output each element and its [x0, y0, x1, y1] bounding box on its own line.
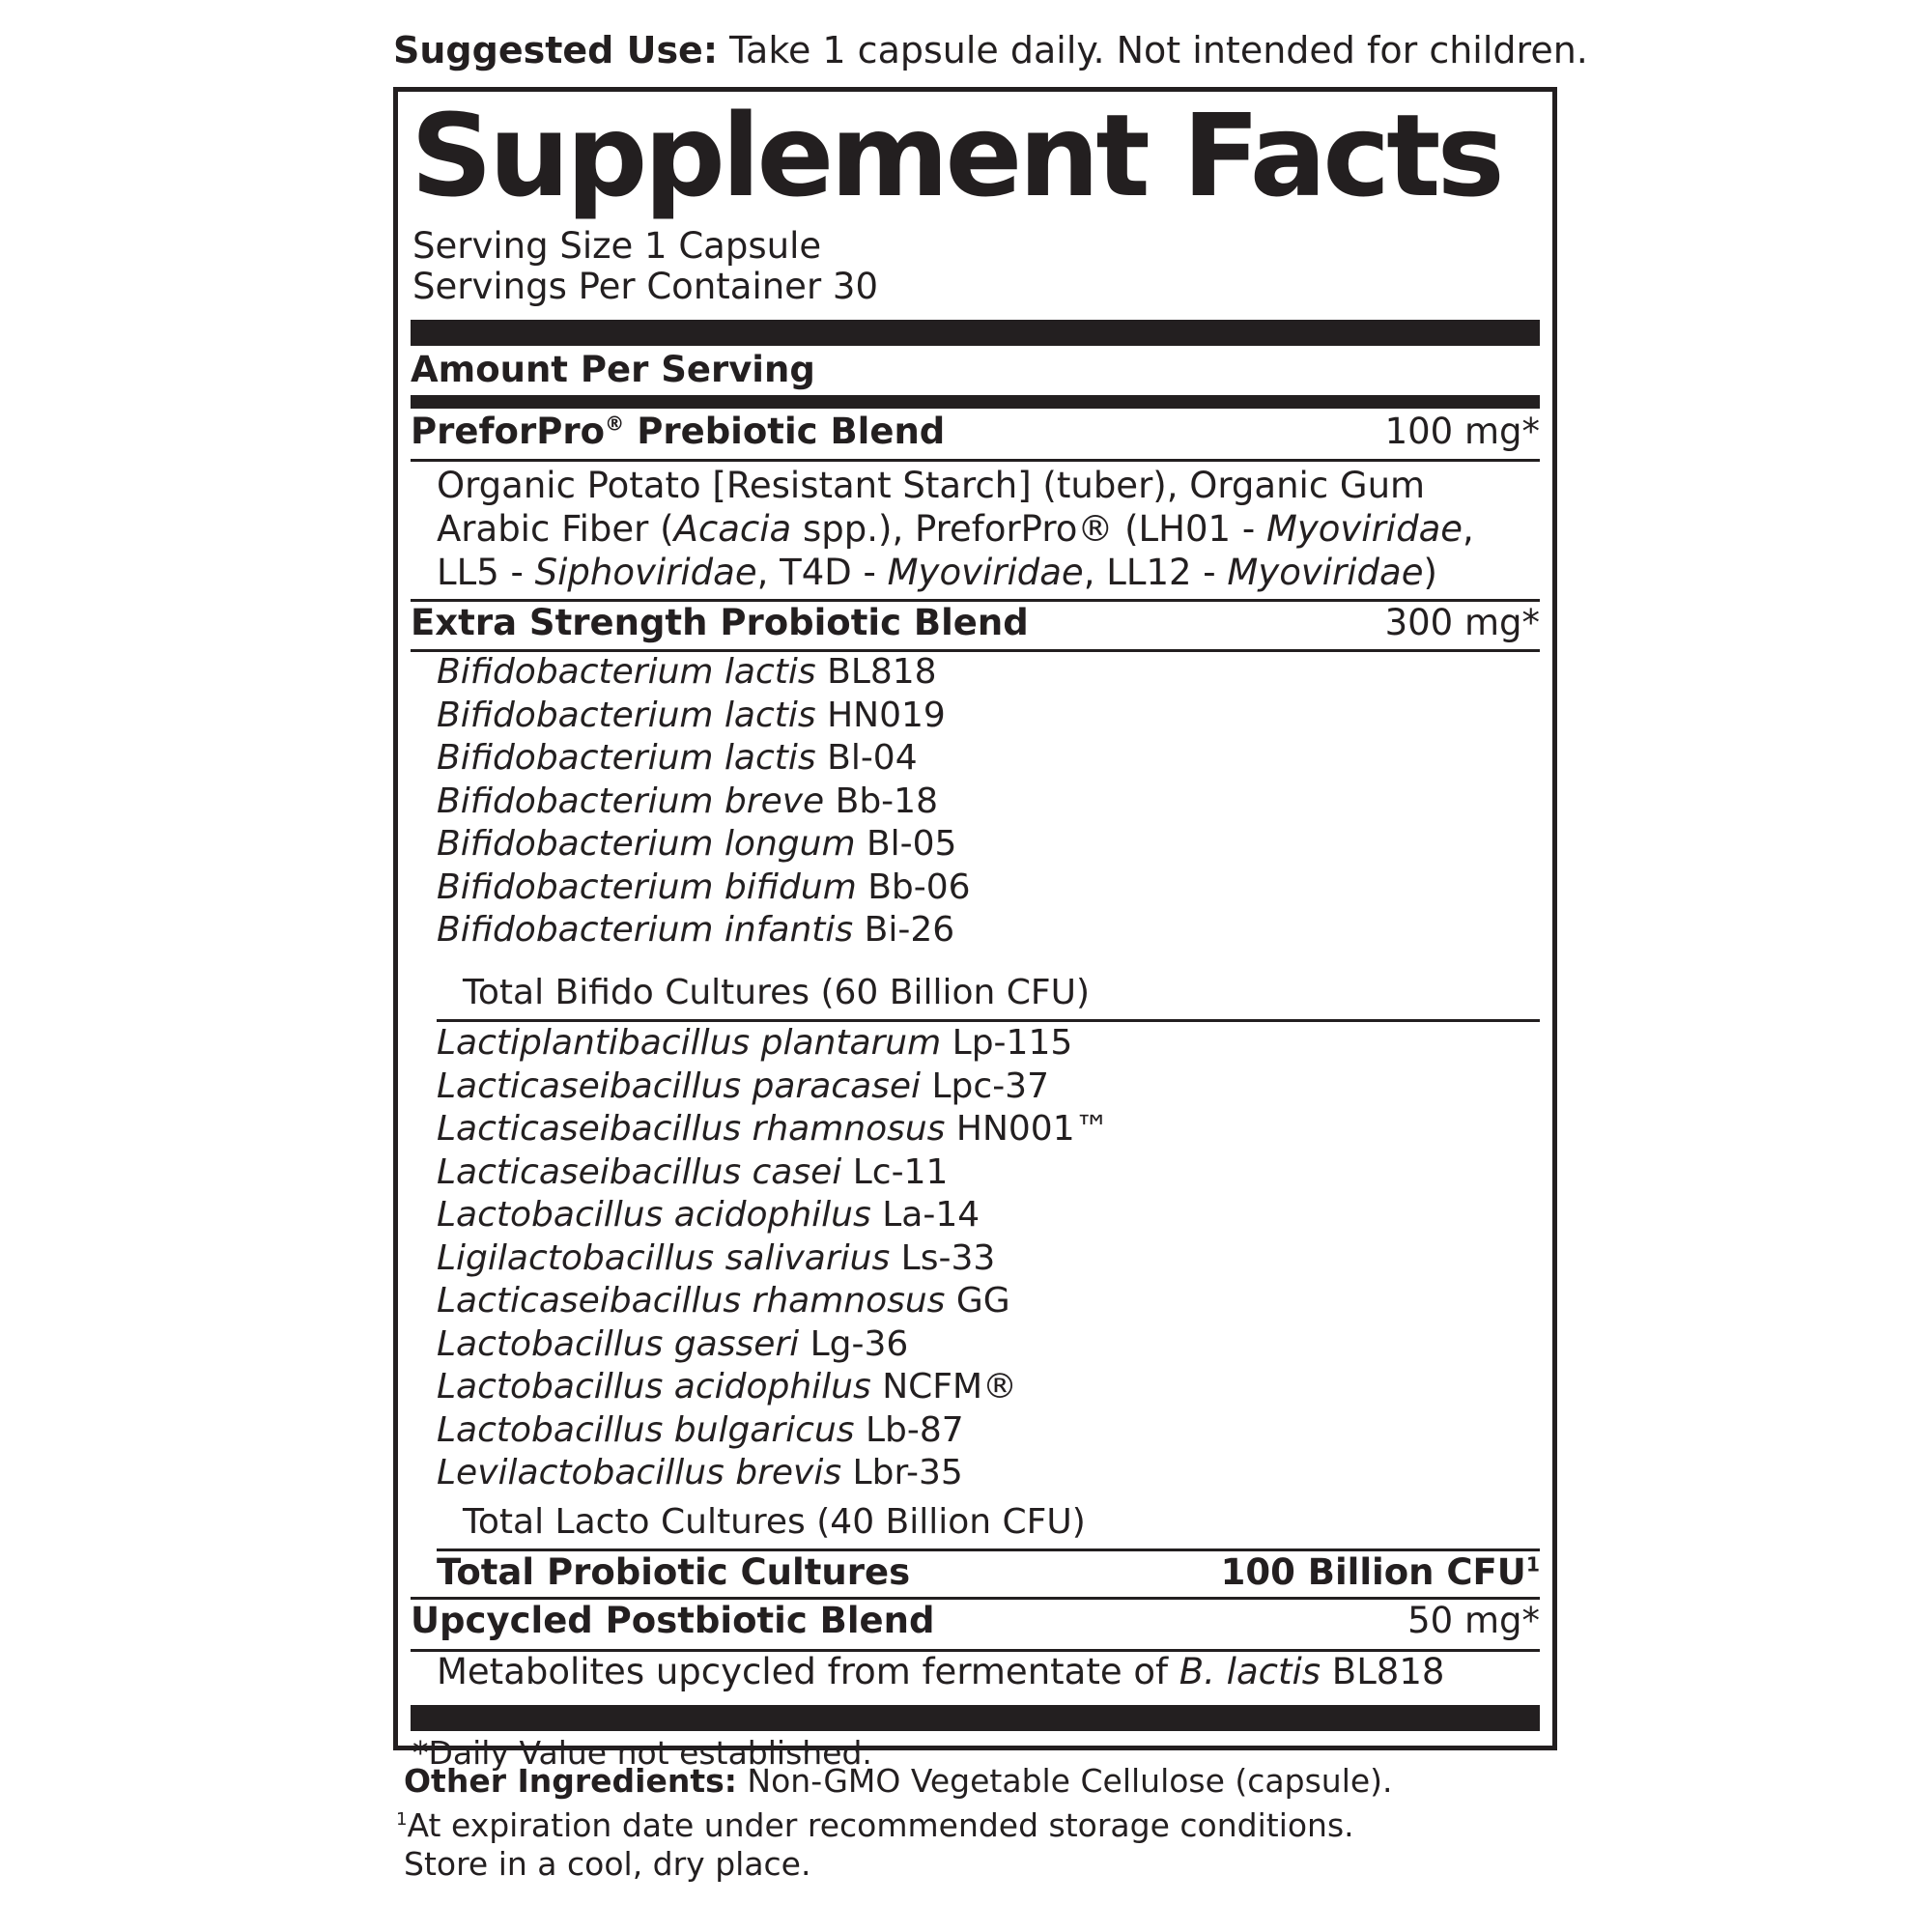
suggested-use-label: Suggested Use:: [393, 29, 719, 71]
thick-divider: [411, 320, 1540, 346]
thin-divider: [411, 459, 1540, 462]
panel-title: Supplement Facts: [411, 89, 1501, 222]
total-probiotic-row: [437, 1551, 1540, 1593]
suggested-use: [393, 29, 1588, 71]
postbiotic-blend-name: Upcycled Postbiotic Blend: [411, 1600, 935, 1641]
other-ingredients-label: Other Ingredients:: [404, 1762, 737, 1800]
prebiotic-blend-row: [411, 411, 1540, 452]
postbiotic-description: Metabolites upcycled from fermentate of B. lactis BL818: [437, 1651, 1445, 1692]
culture-item: Bifidobacterium lactis HN019: [437, 695, 946, 735]
total-probiotic-label: Total Probiotic Cultures: [437, 1551, 911, 1593]
culture-item: Lacticaseibacillus casei Lc-11: [437, 1151, 949, 1192]
probiotic-blend-amount: 300 mg*: [1384, 602, 1540, 643]
footnote-line: Store in a cool, dry place.: [404, 1845, 811, 1883]
culture-item: Bifidobacterium lactis BL818: [437, 652, 937, 692]
thick-divider: [411, 395, 1540, 409]
culture-item: Lactobacillus acidophilus La-14: [437, 1195, 980, 1235]
other-ingredients: [404, 1762, 1393, 1800]
culture-item: Lacticaseibacillus paracasei Lpc-37: [437, 1065, 1049, 1106]
prebiotic-blend-amount: 100 mg*: [1384, 411, 1540, 452]
culture-item: Lactobacillus bulgaricus Lb-87: [437, 1409, 964, 1450]
culture-item: Lactiplantibacillus plantarum Lp-115: [437, 1023, 1073, 1063]
culture-item: Levilactobacillus brevis Lbr-35: [437, 1453, 963, 1492]
culture-item: Bifidobacterium longum Bl-05: [437, 824, 957, 864]
culture-item: Ligilactobacillus salivarius Ls-33: [437, 1237, 996, 1278]
daily-value-note: *Daily Value not established.: [412, 1734, 872, 1772]
prebiotic-description: [437, 464, 1474, 594]
supplement-facts-panel: [393, 87, 1557, 1772]
postbiotic-blend-row: [411, 1600, 1540, 1641]
thin-divider: [437, 1019, 1540, 1022]
culture-item: Bifidobacterium infantis Bi-26: [437, 910, 955, 950]
culture-item: Bifidobacterium lactis Bl-04: [437, 738, 918, 778]
culture-item: Bifidobacterium bifidum Bb-06: [437, 867, 971, 907]
suggested-use-text: Take 1 capsule daily. Not intended for children.: [718, 29, 1588, 71]
thick-divider: [411, 1705, 1540, 1731]
bifido-total: Total Bifido Cultures (60 Billion CFU): [463, 973, 1090, 1012]
footnote-line: $^1$At expiration date under recommended storage conditions.: [396, 1806, 1354, 1844]
culture-item: Lactobacillus gasseri Lg-36: [437, 1323, 909, 1364]
footnote: [396, 1806, 1354, 1884]
other-ingredients-text: Non-GMO Vegetable Cellulose (capsule).: [736, 1762, 1393, 1800]
lacto-total: Total Lacto Cultures (40 Billion CFU): [463, 1502, 1086, 1542]
postbiotic-blend-amount: 50 mg*: [1407, 1600, 1540, 1641]
serving-size: Serving Size 1 Capsule: [412, 225, 822, 267]
culture-item: Bifidobacterium breve Bb-18: [437, 781, 938, 821]
prebiotic-desc-line: LL5 - Siphoviridae, T4D - Myoviridae, LL12 - Myoviridae): [437, 552, 1437, 593]
prebiotic-desc-line: Arabic Fiber (Acacia spp.), PreforPro® (LH01 - Myoviridae,: [437, 508, 1474, 550]
probiotic-blend-row: [411, 602, 1540, 643]
amount-per-serving: Amount Per Serving: [411, 349, 815, 390]
servings-per-container: Servings Per Container 30: [412, 266, 878, 307]
prebiotic-desc-line: Organic Potato [Resistant Starch] (tuber), Organic Gum: [437, 465, 1426, 506]
probiotic-blend-name: Extra Strength Probiotic Blend: [411, 602, 1029, 643]
culture-item: Lacticaseibacillus rhamnosus GG: [437, 1281, 1010, 1321]
culture-item: Lactobacillus acidophilus NCFM®: [437, 1367, 1018, 1406]
total-probiotic-value: 100 Billion CFU$^1$: [1220, 1551, 1540, 1593]
culture-item: Lacticaseibacillus rhamnosus HN001™: [437, 1109, 1110, 1149]
prebiotic-blend-name: PreforPro® Prebiotic Blend: [411, 411, 946, 452]
